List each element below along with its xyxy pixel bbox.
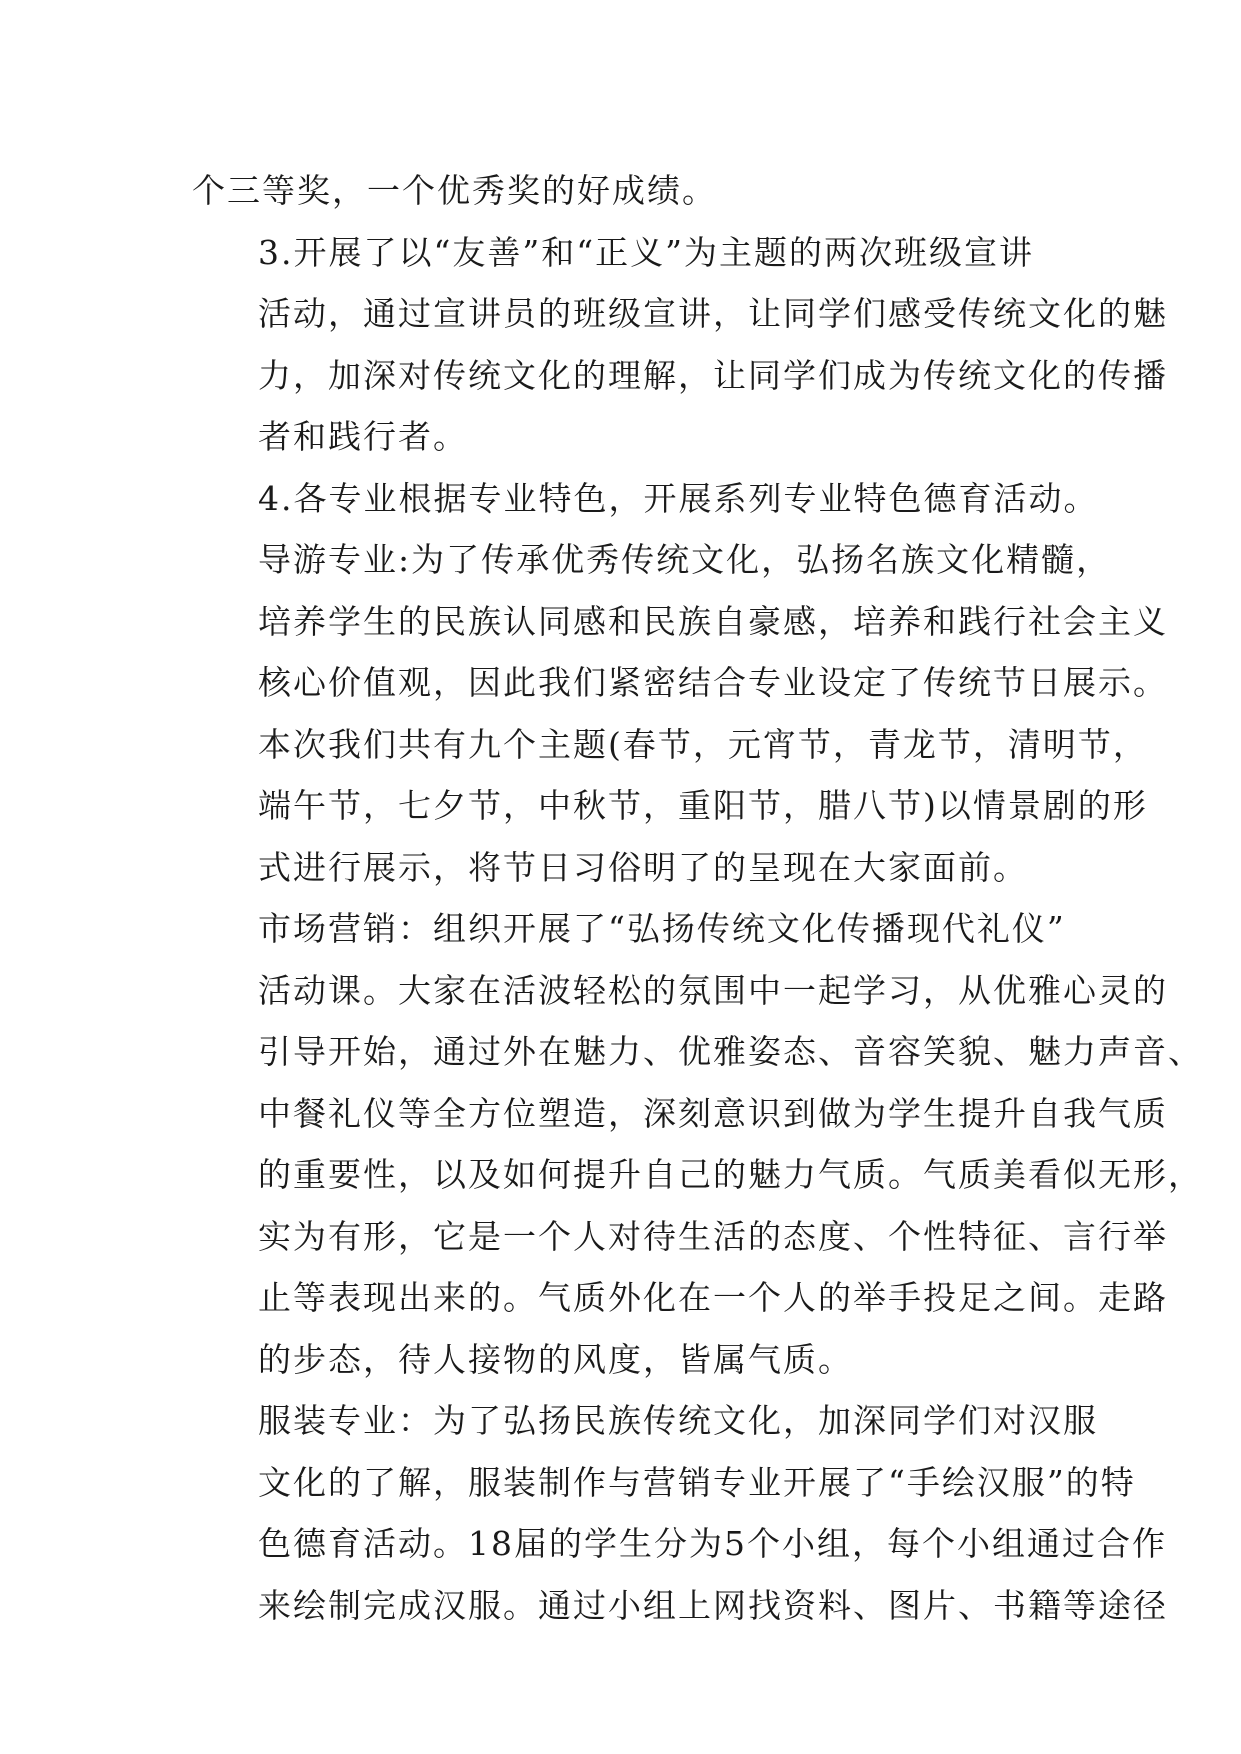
paragraph-award-continuation [192,160,1052,222]
text-line: 3.开展了以“友善”和“正义”为主题的两次班级宣讲 [258,232,1034,272]
text-line: 色德育活动。18届的学生分为5个小组，每个小组通过合作 [258,1524,1167,1563]
text-line: 式进行展示，将节日习俗明了的呈现在大家面前。 [258,847,1028,887]
document-body [192,160,1203,1636]
text-line: 文化的了解，服装制作与营销专业开展了“手绘汉服”的特 [258,1462,1136,1502]
text-line: 引导开始，通过外在魅力、优雅姿态、音容笑貌、魅力声音、 [258,1032,1203,1071]
text-line: 活动，通过宣讲员的班级宣讲，让同学们感受传统文化的魅 [258,294,1168,333]
text-line: 的步态，待人接物的风度，皆属气质。 [258,1339,853,1379]
text-line: 服装专业：为了弘扬民族传统文化，加深同学们对汉服 [258,1401,1098,1440]
text-line: 导游专业:为了传承优秀传统文化，弘扬名族文化精髓， [258,540,1112,579]
text-line: 止等表现出来的。气质外化在一个人的举手投足之间。走路 [258,1278,1168,1317]
text-line: 4.各专业根据专业特色，开展系列专业特色德育活动。 [258,478,1099,518]
text-line: 者和践行者。 [258,417,468,456]
text-line: 本次我们共有九个主题(春节，元宵节，青龙节，清明节， [258,724,1148,764]
text-line: 实为有形，它是一个人对待生活的态度、个性特征、言行举 [258,1216,1168,1256]
text-line: 力，加深对传统文化的理解，让同学们成为传统文化的传播 [258,355,1168,395]
text-line: 个三等奖，一个优秀奖的好成绩。 [192,171,717,210]
text-line: 端午节，七夕节，中秋节，重阳节，腊八节)以情景剧的形 [258,786,1148,825]
text-line: 的重要性，以及如何提升自己的魅力气质。气质美看似无形， [258,1155,1203,1194]
text-line: 核心价值观，因此我们紧密结合专业设定了传统节日展示。 [258,663,1168,702]
text-line: 中餐礼仪等全方位塑造，深刻意识到做为学生提升自我气质 [258,1093,1168,1133]
paragraph-tour-guide-major [192,529,1168,898]
text-line: 培养学生的民族认同感和民族自豪感，培养和践行社会主义 [258,601,1168,641]
paragraph-marketing-major [192,898,1203,1390]
paragraph-item-4-majors [192,468,1099,530]
text-line: 活动课。大家在活波轻松的氛围中一起学习，从优雅心灵的 [258,970,1168,1010]
text-line: 来绘制完成汉服。通过小组上网找资料、图片、书籍等途径 [258,1585,1168,1625]
paragraph-fashion-major [192,1390,1168,1636]
text-line: 市场营销：组织开展了“弘扬传统文化传播现代礼仪” [258,909,1066,948]
paragraph-item-3-lectures [192,222,1168,468]
